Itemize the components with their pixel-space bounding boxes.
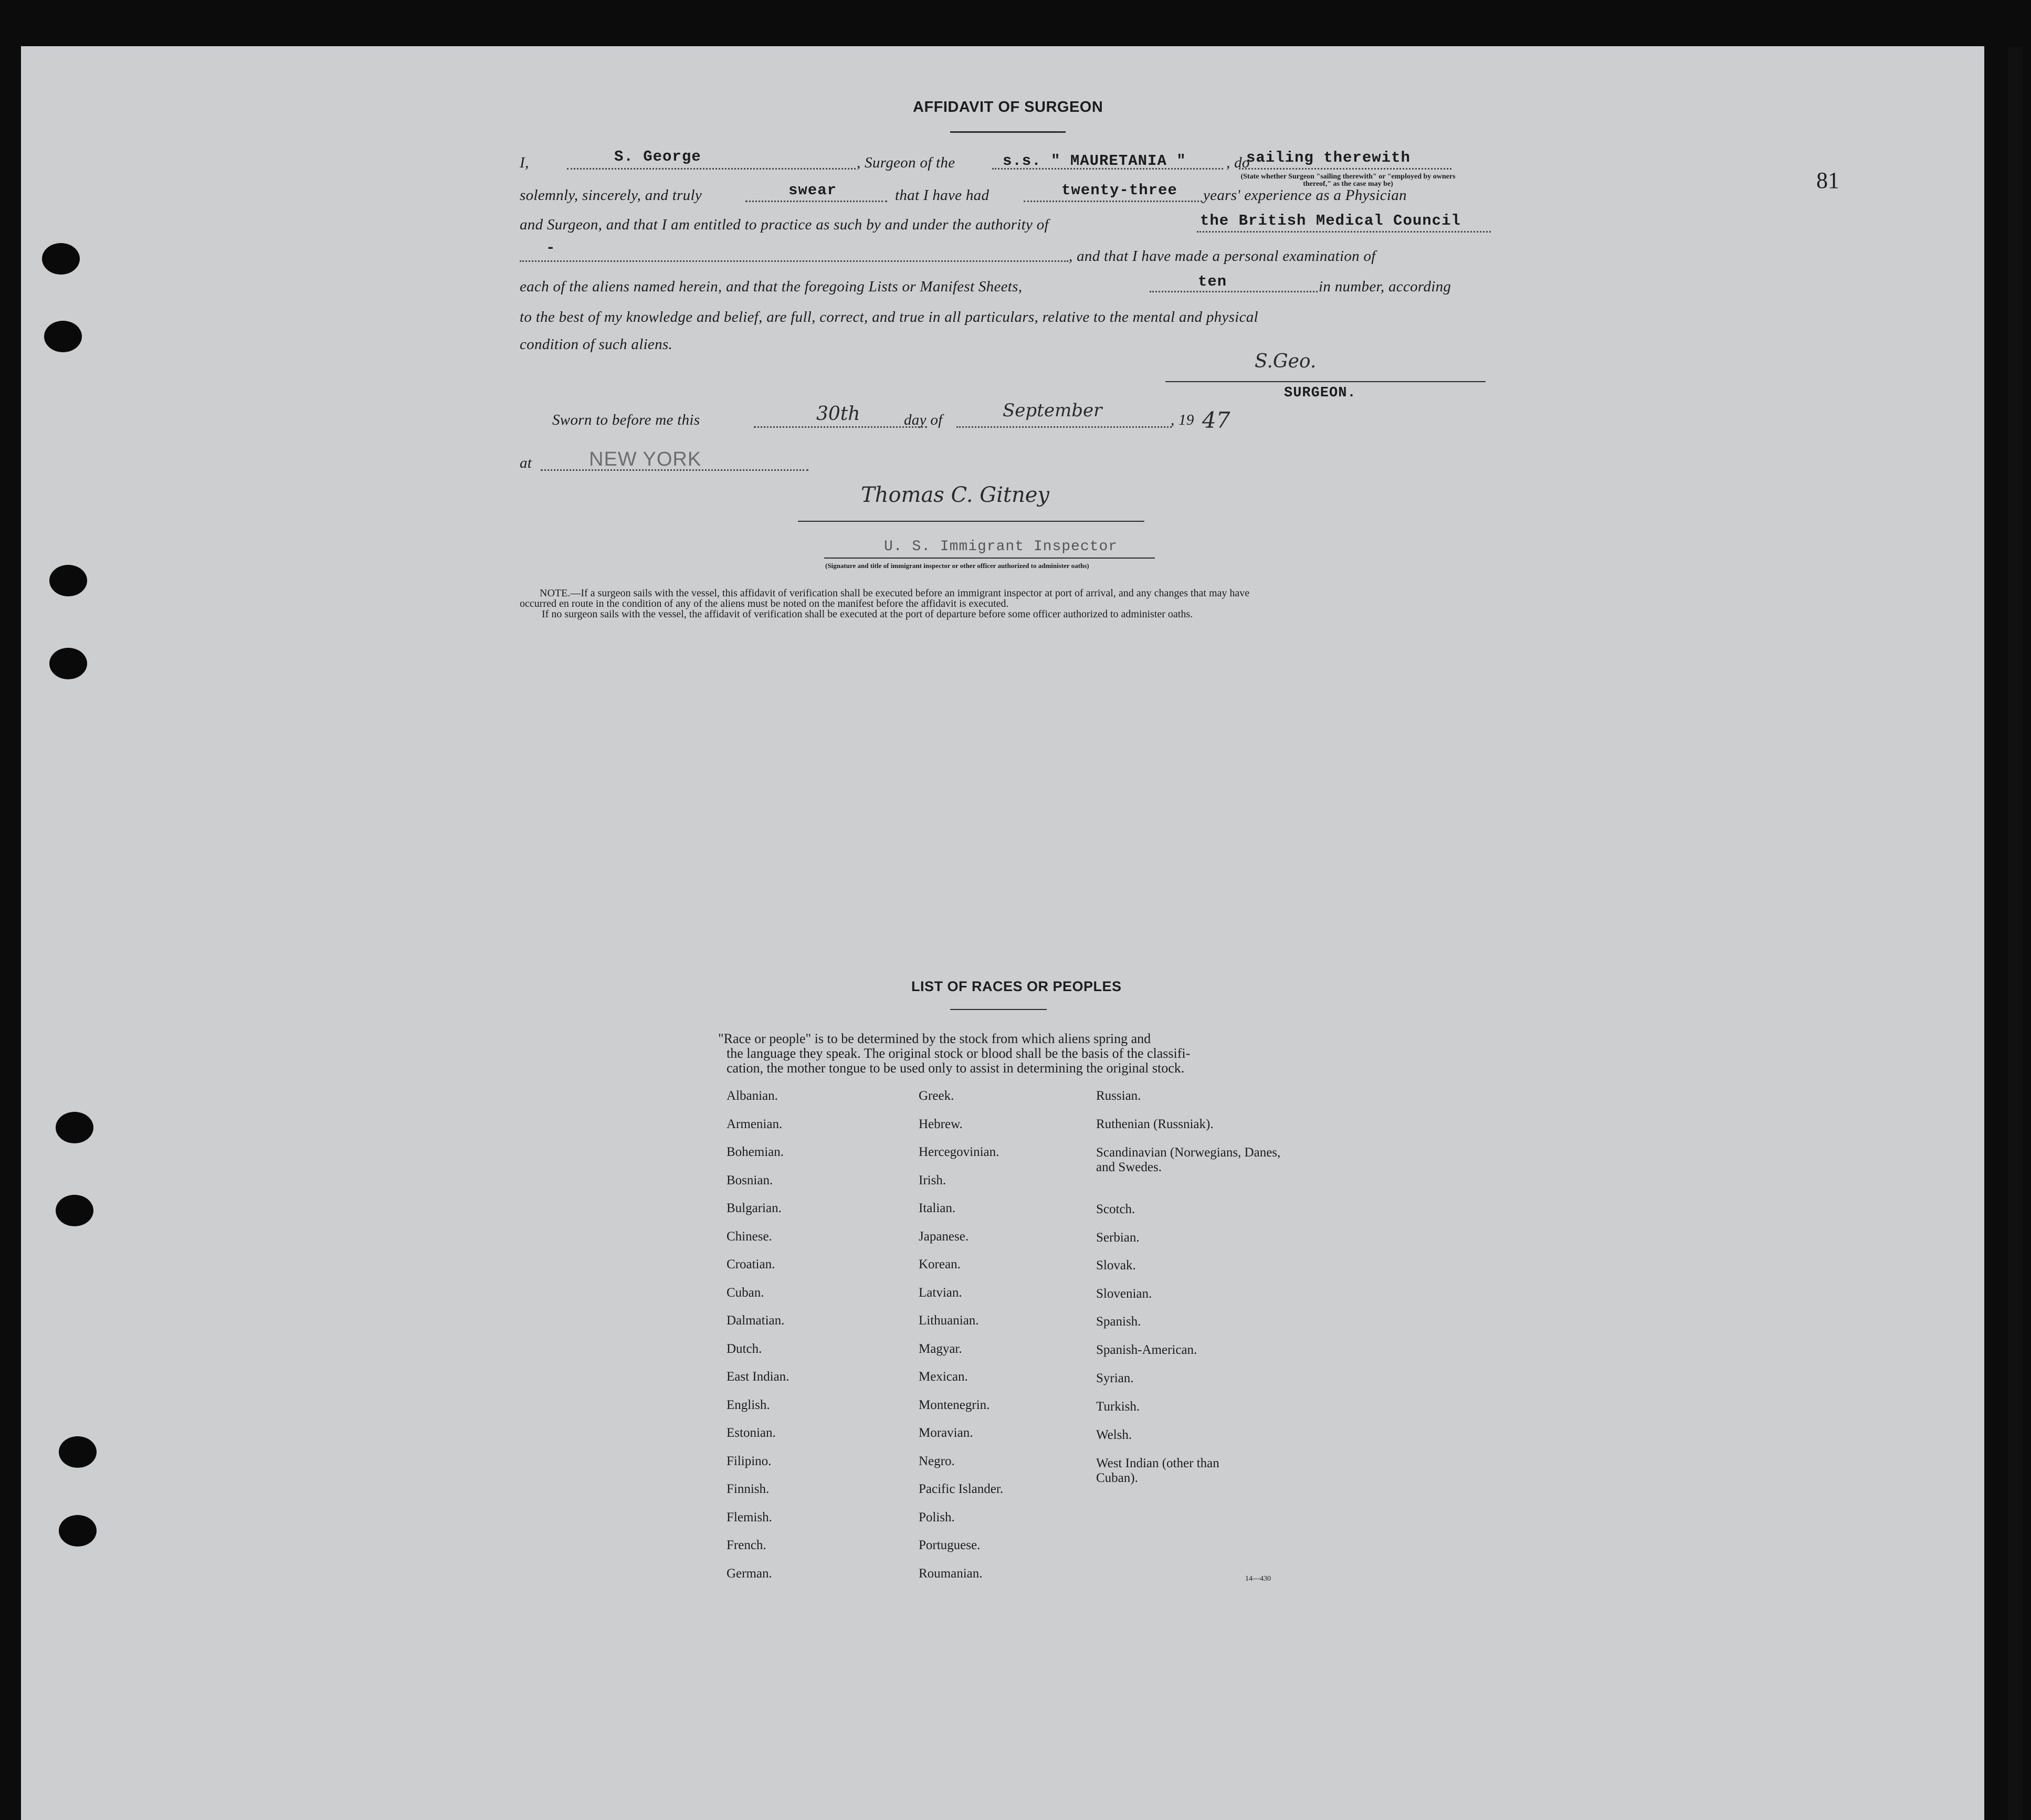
race-item: Russian. bbox=[1096, 1089, 1141, 1103]
race-item: French. bbox=[727, 1538, 766, 1552]
day-line bbox=[754, 426, 927, 428]
punch-hole bbox=[49, 648, 87, 679]
authority-field-2[interactable]: - bbox=[546, 239, 556, 257]
inspector-title-line bbox=[824, 557, 1155, 559]
race-item: Croatian. bbox=[727, 1257, 775, 1271]
race-item: Syrian. bbox=[1096, 1371, 1134, 1385]
race-item: Korean. bbox=[919, 1257, 961, 1271]
race-item: English. bbox=[727, 1398, 770, 1412]
race-item: Turkish. bbox=[1096, 1400, 1140, 1414]
note-line-2: occurred en route in the condition of any of the aliens must be noted on the manifest before the affidavit is executed. bbox=[520, 598, 1009, 609]
sailing-line bbox=[1239, 168, 1451, 170]
races-title-underline bbox=[950, 1009, 1047, 1010]
race-item: German. bbox=[727, 1566, 772, 1581]
inspector-signature-line bbox=[798, 521, 1144, 522]
race-item: Scandinavian (Norwegians, Danes, and Swedes. bbox=[1096, 1145, 1281, 1174]
text-sworn-to: Sworn to before me this bbox=[552, 412, 700, 428]
race-item: Pacific Islander. bbox=[919, 1482, 1004, 1496]
race-item: Polish. bbox=[919, 1510, 955, 1524]
punch-hole bbox=[56, 1195, 93, 1226]
race-item: Flemish. bbox=[727, 1510, 772, 1524]
page-edge-shadow bbox=[2008, 47, 2023, 1820]
race-item: Cuban. bbox=[727, 1286, 764, 1300]
race-item: Hercegovinian. bbox=[919, 1145, 999, 1159]
text-i: I, bbox=[520, 154, 529, 171]
race-item: Roumanian. bbox=[919, 1566, 983, 1581]
race-item: Bulgarian. bbox=[727, 1201, 782, 1215]
race-item: Greek. bbox=[919, 1089, 954, 1103]
race-item: Hebrew. bbox=[919, 1117, 963, 1131]
race-item: Bosnian. bbox=[727, 1173, 773, 1187]
punch-hole bbox=[59, 1515, 97, 1547]
race-item: Japanese. bbox=[919, 1229, 969, 1244]
races-intro-line-1: "Race or people" is to be determined by the stock from which aliens spring and bbox=[718, 1031, 1151, 1046]
oath-type-field[interactable]: swear bbox=[788, 182, 837, 199]
form-number: 14—430 bbox=[1245, 1575, 1271, 1583]
name-line bbox=[567, 168, 856, 170]
punch-hole bbox=[42, 243, 80, 275]
text-surgeon-of-the: , Surgeon of the bbox=[857, 154, 955, 171]
surgeon-signature-line bbox=[1165, 381, 1486, 382]
race-item: East Indian. bbox=[727, 1370, 790, 1384]
race-item: Irish. bbox=[919, 1173, 946, 1187]
sailing-note: (State whether Surgeon "sailing therewith" or "employed by owners thereof," as the case may be) bbox=[1240, 173, 1456, 188]
race-item: Estonian. bbox=[727, 1426, 776, 1440]
note-line-1: NOTE.—If a surgeon sails with the vessel, this affidavit of verification shall be executed before an immigrant inspector at port of arrival, and any changes that may have bbox=[540, 587, 1250, 599]
text-and-surgeon: and Surgeon, and that I am entitled to practice as such by and under the authority of bbox=[520, 216, 1049, 233]
races-intro-line-2: the language they speak. The original stock or blood shall be the basis of the classifi- bbox=[727, 1046, 1191, 1061]
inspector-title: U. S. Immigrant Inspector bbox=[884, 539, 1118, 555]
race-item: Finnish. bbox=[727, 1482, 770, 1496]
text-each-of: each of the aliens named herein, and that the foregoing Lists or Manifest Sheets, bbox=[520, 278, 1023, 295]
race-item: Bohemian. bbox=[727, 1145, 784, 1159]
punch-hole bbox=[44, 321, 82, 352]
race-item: Albanian. bbox=[727, 1089, 778, 1103]
authority-line-2 bbox=[520, 260, 1068, 262]
race-item: Dalmatian. bbox=[727, 1313, 785, 1328]
authority-line bbox=[1197, 231, 1491, 233]
races-title: LIST OF RACES OR PEOPLES bbox=[911, 979, 1122, 994]
years-line bbox=[1024, 201, 1202, 202]
surgeon-name-field[interactable]: S. George bbox=[614, 148, 701, 165]
affidavit-title: AFFIDAVIT OF SURGEON bbox=[913, 99, 1103, 115]
day-field[interactable]: 30th bbox=[816, 403, 860, 425]
sailing-status-field[interactable]: sailing therewith bbox=[1246, 149, 1411, 166]
race-item: Welsh. bbox=[1096, 1428, 1132, 1442]
race-item: Montenegrin. bbox=[919, 1398, 990, 1412]
sheets-line bbox=[1150, 291, 1318, 292]
race-item: Latvian. bbox=[919, 1286, 962, 1300]
year-field[interactable]: 47 bbox=[1202, 407, 1230, 433]
month-field[interactable]: September bbox=[1003, 400, 1102, 421]
text-in-number: in number, according bbox=[1319, 278, 1451, 295]
race-item: Armenian. bbox=[727, 1117, 783, 1131]
race-item: Spanish-American. bbox=[1096, 1343, 1197, 1357]
race-item: Spanish. bbox=[1096, 1314, 1141, 1329]
text-and-that: , and that I have made a personal examination of bbox=[1069, 248, 1376, 265]
inspector-caption: (Signature and title of immigrant inspector or other officer authorized to administer oaths) bbox=[825, 562, 1089, 570]
text-that-i-have-had: that I have had bbox=[895, 187, 990, 204]
authority-field[interactable]: the British Medical Council bbox=[1200, 212, 1461, 229]
month-line bbox=[956, 426, 1172, 428]
race-item: Slovenian. bbox=[1096, 1287, 1152, 1301]
race-item: Negro. bbox=[919, 1454, 955, 1468]
text-condition: condition of such aliens. bbox=[520, 336, 673, 353]
text-day-of: day of bbox=[904, 412, 943, 428]
text-years: years' experience as a Physician bbox=[1203, 187, 1407, 204]
punch-hole bbox=[49, 565, 87, 596]
years-field[interactable]: twenty-three bbox=[1061, 182, 1177, 199]
race-item: West Indian (other than Cuban). bbox=[1096, 1456, 1219, 1485]
sheet-count-field[interactable]: ten bbox=[1198, 273, 1227, 290]
race-item: Magyar. bbox=[919, 1342, 962, 1356]
text-comma: , do bbox=[1226, 154, 1250, 171]
text-to-the-best: to the best of my knowledge and belief, are full, correct, and true in all particulars, relative to the mental and physical bbox=[520, 309, 1258, 325]
punch-hole bbox=[59, 1436, 97, 1468]
race-item: Serbian. bbox=[1096, 1230, 1140, 1245]
punch-hole bbox=[56, 1112, 93, 1143]
title-underline bbox=[950, 131, 1066, 133]
race-item: Mexican. bbox=[919, 1370, 968, 1384]
race-item: Dutch. bbox=[727, 1342, 762, 1356]
surgeon-label: SURGEON. bbox=[1284, 385, 1356, 401]
race-item: Ruthenian (Russniak). bbox=[1096, 1117, 1214, 1131]
race-item: Italian. bbox=[919, 1201, 956, 1215]
place-stamp: NEW YORK bbox=[589, 448, 702, 470]
race-item: Chinese. bbox=[727, 1229, 772, 1244]
race-item: Filipino. bbox=[727, 1454, 772, 1468]
page-number: 81 bbox=[1816, 167, 1839, 193]
race-item: Scotch. bbox=[1096, 1202, 1135, 1216]
surgeon-signature: S.Geo. bbox=[1255, 351, 1317, 372]
vessel-field[interactable]: s.s. " MAURETANIA " bbox=[1003, 152, 1186, 170]
oath-line bbox=[745, 201, 887, 202]
text-year-prefix: , 19 bbox=[1171, 412, 1194, 428]
races-intro-line-3: cation, the mother tongue to be used only to assist in determining the original stock. bbox=[727, 1060, 1185, 1076]
race-item: Portuguese. bbox=[919, 1538, 981, 1552]
race-item: Slovak. bbox=[1096, 1258, 1136, 1272]
note-line-3: If no surgeon sails with the vessel, the affidavit of verification shall be executed at the port of departure before some officer authorized to administer oaths. bbox=[542, 608, 1193, 620]
text-at: at bbox=[520, 455, 532, 471]
race-item: Lithuanian. bbox=[919, 1313, 979, 1328]
text-solemnly: solemnly, sincerely, and truly bbox=[520, 187, 702, 204]
race-item: Moravian. bbox=[919, 1426, 973, 1440]
inspector-signature: Thomas C. Gitney bbox=[861, 483, 1050, 507]
